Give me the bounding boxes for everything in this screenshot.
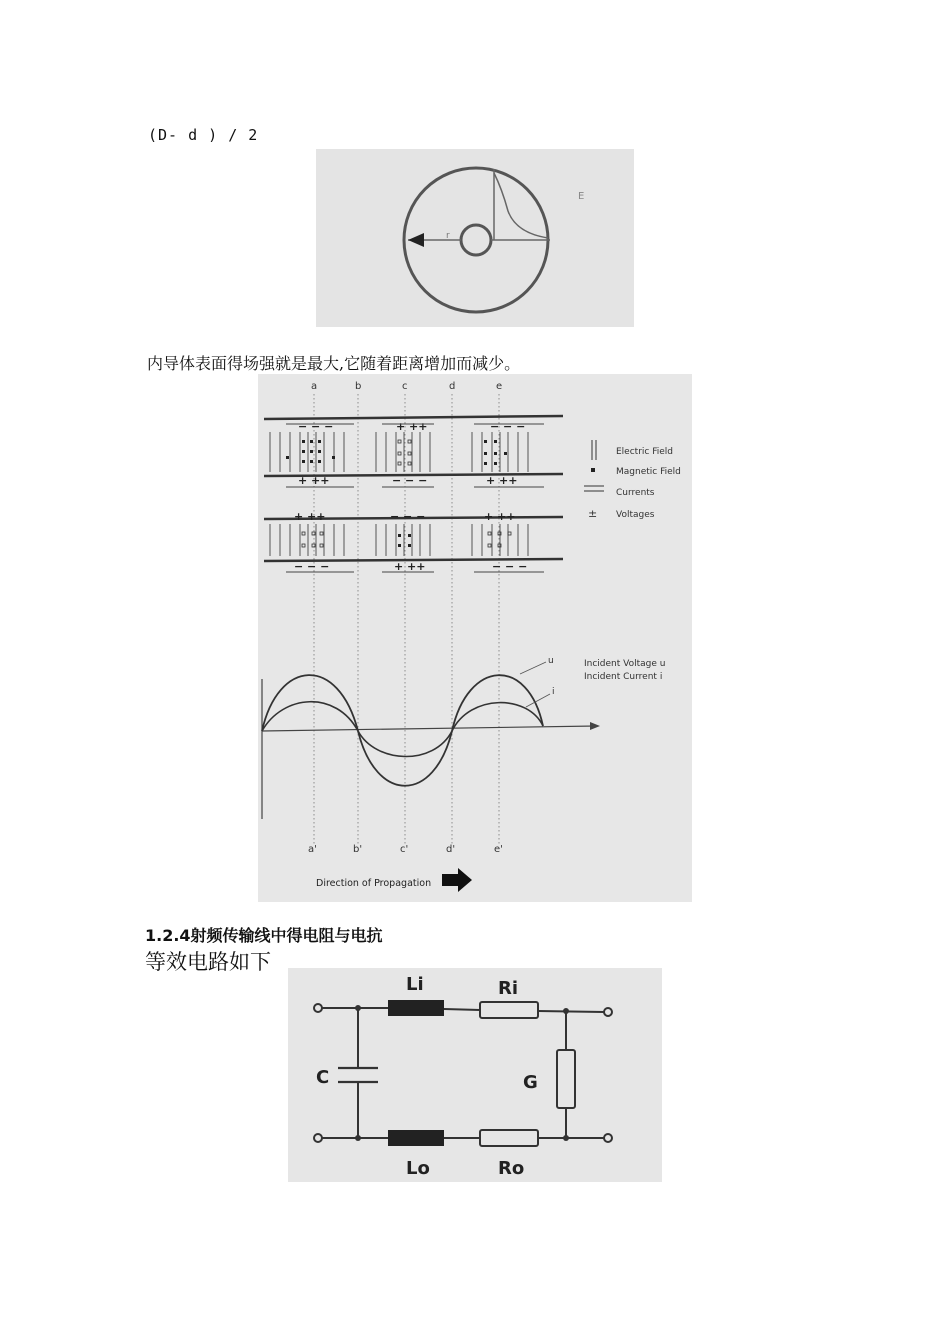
position-label-b-prime: b' bbox=[353, 844, 363, 855]
svg-text:− − −: − − − bbox=[492, 560, 528, 573]
curve-legend-voltage: Incident Voltage u bbox=[584, 659, 666, 669]
position-label-c: c bbox=[402, 381, 408, 392]
svg-text:+ ++: + ++ bbox=[294, 510, 326, 523]
curve-label-u: u bbox=[548, 656, 554, 666]
svg-text:− − −: − − − bbox=[390, 510, 426, 523]
svg-text:− − −: − − − bbox=[298, 420, 334, 433]
equivalent-circuit-figure bbox=[288, 968, 662, 1182]
svg-text:E: E bbox=[578, 191, 585, 202]
transmission-line-wave-figure bbox=[258, 374, 692, 902]
position-label-c-prime: c' bbox=[400, 844, 409, 855]
label-c: C bbox=[316, 1067, 330, 1088]
section-heading: 1.2.4射频传输线中得电阻与电抗 bbox=[145, 926, 383, 945]
svg-text:− − −: − − − bbox=[490, 420, 526, 433]
legend-magnetic-field: Magnetic Field bbox=[616, 467, 681, 477]
position-label-d-prime: d' bbox=[446, 844, 456, 855]
svg-text:+ ++: + ++ bbox=[396, 420, 428, 433]
label-ro: Ro bbox=[498, 1158, 525, 1179]
curve-legend-current: Incident Current i bbox=[584, 672, 663, 682]
position-label-e: e bbox=[496, 381, 503, 392]
svg-text:+ ++: + ++ bbox=[298, 474, 330, 487]
legend-voltages: Voltages bbox=[616, 510, 655, 520]
direction-of-propagation-label: Direction of Propagation bbox=[316, 878, 432, 889]
inductor-lo bbox=[388, 1130, 444, 1146]
position-label-b: b bbox=[355, 381, 362, 392]
svg-text:− − −: − − − bbox=[294, 560, 330, 573]
curve-label-i: i bbox=[552, 687, 555, 697]
paragraph-field-strength: 内导体表面得场强就是最大,它随着距离增加而减少。 bbox=[147, 354, 521, 373]
position-label-d: d bbox=[449, 381, 456, 392]
svg-text:r: r bbox=[446, 231, 450, 241]
svg-text:±: ± bbox=[588, 507, 598, 520]
svg-text:+ ++: + ++ bbox=[484, 510, 516, 523]
svg-text:+ ++: + ++ bbox=[394, 560, 426, 573]
svg-text:+ ++: + ++ bbox=[486, 474, 518, 487]
position-label-e-prime: e' bbox=[494, 844, 503, 855]
svg-text:− − −: − − − bbox=[392, 474, 428, 487]
coax-cross-section-figure bbox=[316, 149, 634, 327]
label-li: Li bbox=[406, 974, 424, 995]
inductor-li bbox=[388, 1000, 444, 1016]
legend-currents: Currents bbox=[616, 488, 655, 498]
paragraph-equivalent-circuit: 等效电路如下 bbox=[145, 950, 271, 974]
label-g: G bbox=[523, 1072, 538, 1093]
label-lo: Lo bbox=[406, 1158, 430, 1179]
legend-electric-field: Electric Field bbox=[616, 447, 673, 457]
position-label-a-prime: a' bbox=[308, 844, 317, 855]
formula-line: (D- d ) / 2 bbox=[148, 126, 259, 144]
position-label-a: a bbox=[311, 381, 318, 392]
label-ri: Ri bbox=[498, 978, 519, 999]
